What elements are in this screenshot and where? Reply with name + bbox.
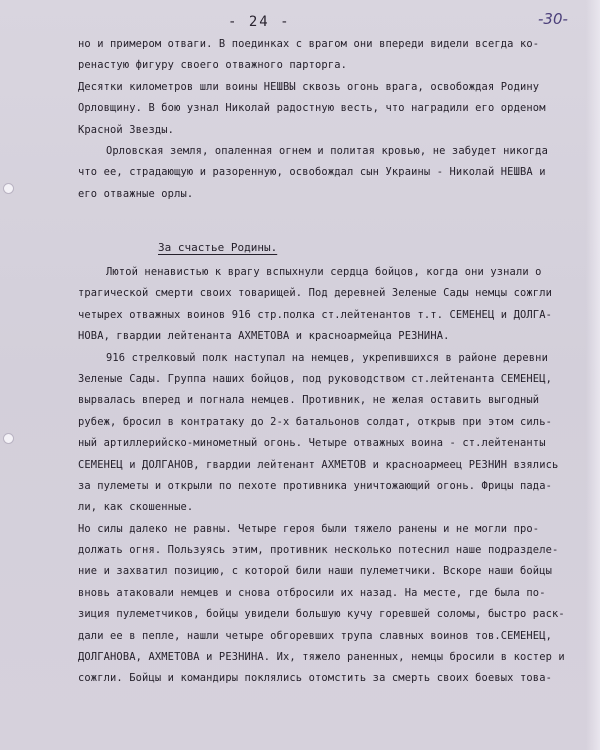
text-line: ние и захватил позицию, с которой били наши пулеметчики. Вскоре наши бойцы — [78, 565, 553, 578]
text-line: Орловщину. В бою узнал Николай радостную весть, что наградили его орденом — [78, 102, 546, 115]
text-line: СЕМЕНЕЦ и ДОЛГАНОВ, гвардии лейтенант АХМЕТОВ и красноармеец РЕЗНИН взялись — [78, 458, 559, 471]
text-line: сожгли. Бойцы и командиры поклялись отомстить за смерть своих боевых това- — [78, 672, 553, 685]
text-line: Лютой ненавистью к врагу вспыхнули сердца бойцов, когда они узнали о — [106, 266, 542, 278]
text-line: что ее, страдающую и разоренную, освобождал сын Украины - Николай НЕШВА и — [78, 166, 546, 179]
text-line: его отважные орлы. — [78, 187, 194, 200]
text-line: ренастую фигуру своего отважного парторга. — [78, 59, 348, 72]
section-1-text — [78, 34, 588, 205]
punch-hole — [3, 183, 14, 194]
section-2-text — [78, 262, 588, 690]
text-line: ДОЛГАНОВА, АХМЕТОВА и РЕЗНИНА. Их, тяжело раненных, немцы бросили в костер и — [78, 651, 565, 664]
text-line: НОВА, гвардии лейтенанта АХМЕТОВА и красноармейца РЕЗНИНА. — [78, 330, 450, 343]
text-line: зиция пулеметчиков, бойцы увидели большую кучу горевшей соломы, быстро раск- — [78, 608, 565, 621]
text-line: Красной Звезды. — [78, 123, 175, 136]
punch-hole — [3, 433, 14, 444]
text-line: рубеж, бросил в контратаку до 2-х батальонов солдат, открыв при этом силь- — [78, 415, 553, 428]
text-line: четырех отважных воинов 916 стр.полка ст.лейтенантов т.т. СЕМЕНЕЦ и ДОЛГА- — [78, 308, 553, 321]
text-line: Но силы далеко не равны. Четыре героя были тяжело ранены и не могли про- — [78, 522, 540, 535]
text-line: дали ее в пепле, нашли четыре обгоревших трупа славных воинов тов.СЕМЕНЕЦ, — [78, 629, 553, 642]
section-heading: За счастье Родины. — [158, 241, 278, 254]
page-number: - 24 - — [228, 14, 291, 30]
text-line: должать огня. Пользуясь этим, противник несколько потеснил наше подразделе- — [78, 544, 559, 557]
text-line: ли, как скошенные. — [78, 501, 194, 514]
text-line: за пулеметы и открыли по пехоте противника уничтожающий огонь. Фрицы пада- — [78, 479, 553, 492]
text-line: Десятки километров шли воины НЕШВЫ сквозь огонь врага, освобождая Родину — [78, 80, 540, 93]
archive-sheet-number: -30- — [538, 10, 568, 28]
text-line: трагической смерти своих товарищей. Под деревней Зеленые Сады немцы сожгли — [78, 287, 553, 300]
text-line: Зеленые Сады. Группа наших бойцов, под руководством ст.лейтенанта СЕМЕНЕЦ, — [78, 372, 553, 385]
text-line: но и примером отваги. В поединках с врагом они впереди видели всегда ко- — [78, 38, 540, 50]
text-line: вырвалась вперед и погнала немцев. Противник, не желая оставить выгодный — [78, 394, 540, 407]
text-line: ный артиллерийско-минометный огонь. Четыре отважных воина - ст.лейтенанты — [78, 437, 546, 450]
text-line: Орловская земля, опаленная огнем и политая кровью, не забудет никогда — [106, 144, 548, 157]
text-line: вновь атаковали немцев и снова отбросили их назад. На месте, где была по- — [78, 586, 546, 599]
page-edge — [586, 0, 600, 750]
text-line: 916 стрелковый полк наступал на немцев, укрепившихся в районе деревни — [106, 351, 548, 364]
